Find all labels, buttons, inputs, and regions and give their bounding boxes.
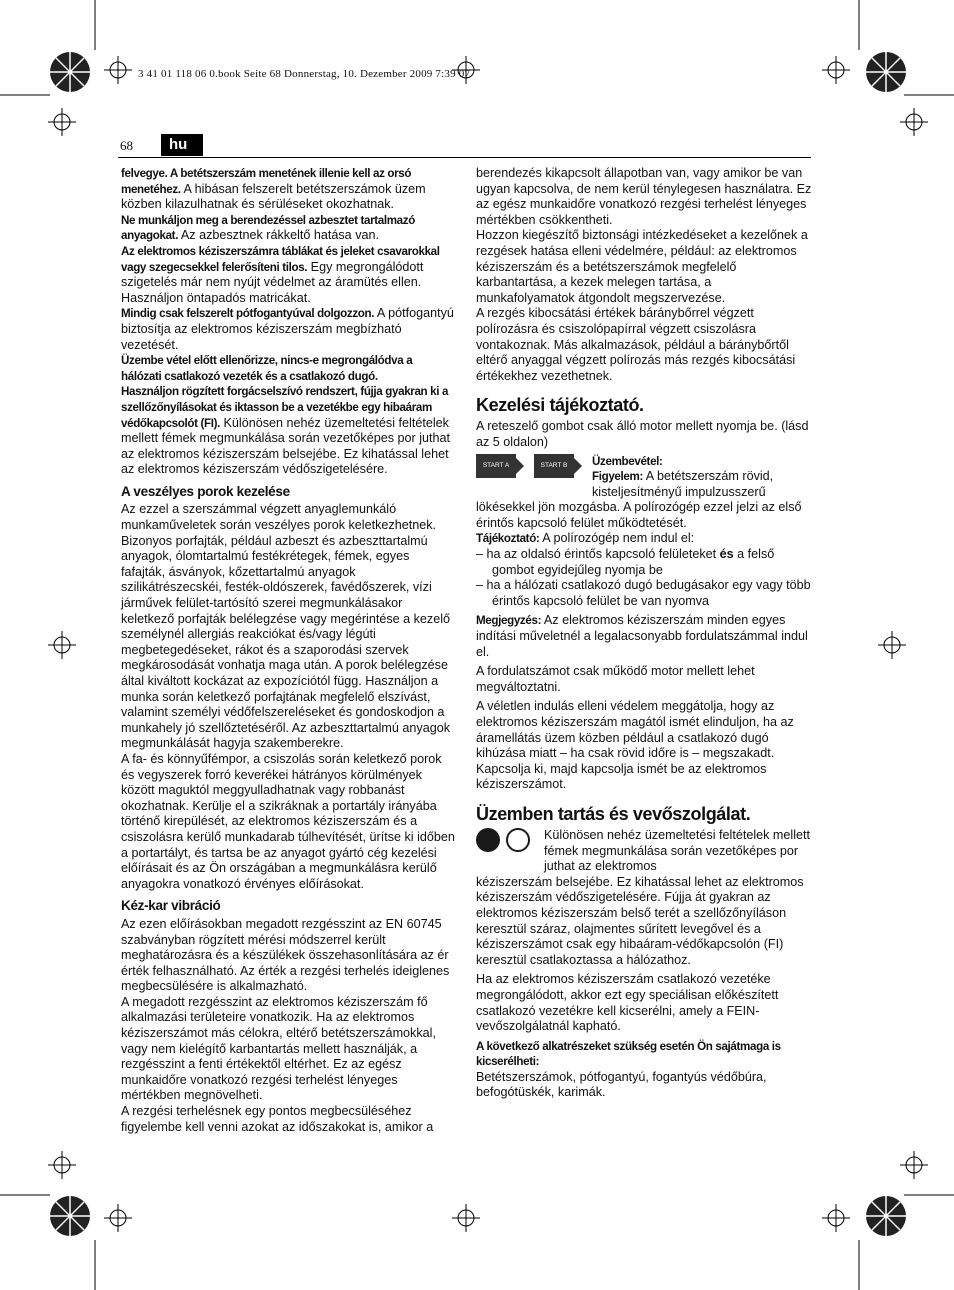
- language-badge: hu: [161, 134, 203, 156]
- left-column: [121, 166, 455, 1135]
- paragraph: Betétszerszámok, pótfogantyú, fogantyús védőbúra, befogótüskék, karimák.: [476, 1069, 767, 1100]
- paragraph: A fordulatszámot csak működő motor mellett lehet megváltoztatni.: [476, 664, 755, 694]
- start-a-icon: START A: [476, 454, 516, 478]
- page-number: 68: [120, 138, 133, 153]
- paragraph: A véletlen indulás elleni védelem meggátolja, hogy az elektromos kéziszerszám magától ismét elinduljon, ha az áramellátás üzem közben például a csatlakozó dugó kihúzása miatt – ha csak rövid időre is – megszakadt. Kapcsolja ki, majd kapcsolja ismét be az elektromos kéziszerszámot.: [476, 699, 794, 792]
- paragraph: A megadott rezgésszint az elektromos kéziszerszám fő alkalmazási területeire vonatkozik. Ha az elektromos kéziszerszámot más célokra, eltérő betétszerszámokkal, vagy nem kielégítő karbantartás mellett használják, a rezgésszint a fenti értékektől eltérhet. Ez az egész munkaidőre vonatkozó rezgési terhelést lényeges mértékben megnövelheti.: [121, 994, 436, 1103]
- paragraph: A rezgés kibocsátási értékek báránybőrrel végzett polírozásra és csiszolópapírral végzett csiszolásra vontakoznak. Más alkalmazások, például a báránybőrtől eltérő anyaggal végzett polírozás más rezgés kibocsátási értékekhez vezethetnek.: [476, 306, 796, 383]
- header-rule: [118, 157, 811, 158]
- section-heading-operation: Kezelési tájékoztató.: [476, 395, 644, 416]
- paragraph: Megjegyzés: Az elektromos kéziszerszám minden egyes indítási műveletnél a legalacsonyabb fordulatszámmal indul el.: [476, 613, 808, 659]
- paragraph: Az ezen előírásokban megadott rezgésszint az EN 60745 szabványban rögzített mérési módszerrel került meghatározásra és a készülékek összehasonlítására az ér érték felhasználható. Az érték a rezgési terhelés ideiglenes megbecsülésére is alkalmazható.: [121, 916, 450, 994]
- paragraph: Ne munkáljon meg a berendezéssel azbesztet tartalmazó anyagokat. Az azbesztnek rákkeltő hatása van.: [121, 213, 415, 243]
- paragraph: Tájékoztató: A polírozógép nem indul el:: [476, 531, 695, 546]
- paragraph: A reteszelő gombot csak álló motor mellett nyomja be. (lásd az 5 oldalon): [476, 419, 809, 449]
- start-b-icon: START B: [534, 454, 574, 478]
- ear-protection-icon: [506, 828, 530, 852]
- paragraph: Üzembe vétel előtt ellenőrizze, nincs-e megrongálódva a hálózati csatlakozó vezeték és a csatlakozó dugó.: [121, 354, 413, 383]
- paragraph: Mindig csak felszerelt pótfogantyúval dolgozzon. A pótfogantyú biztosítja az elektromos kéziszerszám megbízható vezetését.: [121, 306, 454, 352]
- paragraph: A fa- és könnyűfémpor, a csiszolás során keletkező porok és vegyszerek forró keverékei hátrányos körülmények között maguktól meggyulladhatnak vagy robbanást okozhatnak. Kerülje el a szikráknak a portartály irányába történő kirepülését, az elektromos kéziszerszám és a csiszolásra kerülő munkadarab túlhevítését, ürítse ki időben a portartályt, és tartsa be az anyagot gyártó cég kezelési előírásait és az Ön országában a megmunkálásra kerülő anyagokra vonatkozó érvényes előírásokat.: [121, 751, 455, 891]
- paragraph: felvegye. A betétszerszám menetének illenie kell az orsó menetéhez. A hibásan felszerelt betétszerszámok üzem közben kilazulhatnak és sérüléseket okozhatnak.: [121, 167, 426, 212]
- goggles-icon: [476, 828, 500, 852]
- paragraph: Használjon rögzített forgácselszívó rendszert, fújja gyakran ki a szellőzőnyílásokat és iktasson be a vezetékbe egy hibaáram védőkapcsolót (FI). Különösen nehéz üzemeltetési feltételek mellett fémek megmunkálása során vezetőképes por juthat az elektromos kéziszerszám belsejébe. Ez kihatással lehet az elektromos kéziszerszám védőszigetelésére.: [121, 385, 451, 477]
- paragraph: berendezés kikapcsolt állapotban van, vagy amikor be van ugyan kapcsolva, de nem kerül ténylegesen használatra. Ez az egész munkaidőre vonatkozó rezgési terhelést lényeges mértékben csökkentheti.: [476, 166, 812, 227]
- paragraph: lökésekkel jön mozgásba. A polírozógép ezzel jelzi az első érintős kapcsoló felület működtetését.: [476, 500, 802, 530]
- paragraph: A következő alkatrészeket szükség esetén Ön sajátmaga is kicserélheti:: [476, 1039, 781, 1069]
- paragraph: Az ezzel a szerszámmal végzett anyaglemunkáló munkaműveletek során veszélyes porok keletkezhetnek. Bizonyos porfajták, például azbeszt és azbeszttartalmú anyagok, ólomtartalmú festékrétegek, fémek, egyes fafajták, ásványok, kőzettartalmú anyagok szilikátrészecskéi, festék-oldószerek, favédőszerek, vízi járművek felület-tartósító szerei megmunkálásakor keletkező porfajták belélegzése vagy megérintése a kezelő személynél allergiás reakciókat és/vagy légúti megbetegedéseket, rákot és a szaporodási szervek megkárosodását vonhatja maga után. A porok belélegzése által kiváltott kockázat az expozíciótól függ. Használjon a munka során keletkező porfajtának megfelelő elszívást, valamint személyi védőfelszereléseket és gondoskodjon a munkahely jó szellőztetéséről. Az azbeszttartalmú anyagok megmunkálását hagyja szakemberekre.: [121, 502, 451, 751]
- start-instructions: [476, 454, 812, 501]
- paragraph: Ha az elektromos kéziszerszám csatlakozó vezetéke megrongálódott, akkor ezt egy speciálisan előkészített csatlakozó vezetékre kell kicserélni, amely a FEIN-vevőszolgálatnál kapható.: [476, 972, 779, 1034]
- paragraph: A rezgési terhelésnek egy pontos megbecsüléséhez figyelembe kell venni azokat az időszakokat is, amikor a: [121, 1104, 434, 1134]
- maintenance-intro: [476, 828, 812, 875]
- section-heading-maintenance: Üzemben tartás és vevőszolgálat.: [476, 803, 751, 824]
- warning-text: Figyelem: A betétszerszám rövid, kisteljesítményű impulzusszerű: [592, 469, 774, 499]
- paragraph: Hozzon kiegészítő biztonsági intézkedéseket a kezelőnek a rezgések hatása elleni védelmére, például: az elektromos kéziszerszám és a betétszerszámok megfelelő karbantartása, a kezek melegen tartása, a munkafolyamatok átgondolt megszervezése.: [476, 228, 808, 305]
- section-heading-dust: A veszélyes porok kezelése: [121, 483, 290, 499]
- paragraph: kéziszerszám belsejébe. Ez kihatással lehet az elektromos kéziszerszám védőszigetelésére. Fújja át gyakran az elektromos kéziszerszám belső terét a szellőzőnyíláson keresztül száraz, olajmentes sűrített levegővel és a kéziszerszámot csak egy hibaáram-védőkapcsolón (FI) keresztül csatlakoztassa a hálózathoz.: [476, 874, 804, 967]
- list-item: – ha az oldalsó érintős kapcsoló felületeket és a felső gombot egyidejűleg nyomja be: [476, 547, 775, 577]
- start-label: Üzembevétel:: [592, 454, 663, 468]
- right-column: [476, 166, 812, 1101]
- file-slug: 3 41 01 118 06 0.book Seite 68 Donnerstag, 10. Dezember 2009 7:39 07: [138, 68, 471, 80]
- paragraph: Különösen nehéz üzemeltetési feltételek mellett fémek megmunkálása során vezetőképes por juthat az elektromos: [544, 827, 811, 874]
- section-heading-vibration: Kéz-kar vibráció: [121, 898, 221, 914]
- paragraph: Az elektromos kéziszerszámra táblákat és jeleket csavarokkal vagy szegecsekkel felerősíteni tilos. Egy megrongálódott szigetelés már nem nyújt védelmet az áramütés ellen. Használjon öntapadós matricákat.: [121, 244, 440, 305]
- list-item: – ha a hálózati csatlakozó dugó bedugásakor egy vagy több érintős kapcsoló felület be van nyomva: [476, 578, 811, 608]
